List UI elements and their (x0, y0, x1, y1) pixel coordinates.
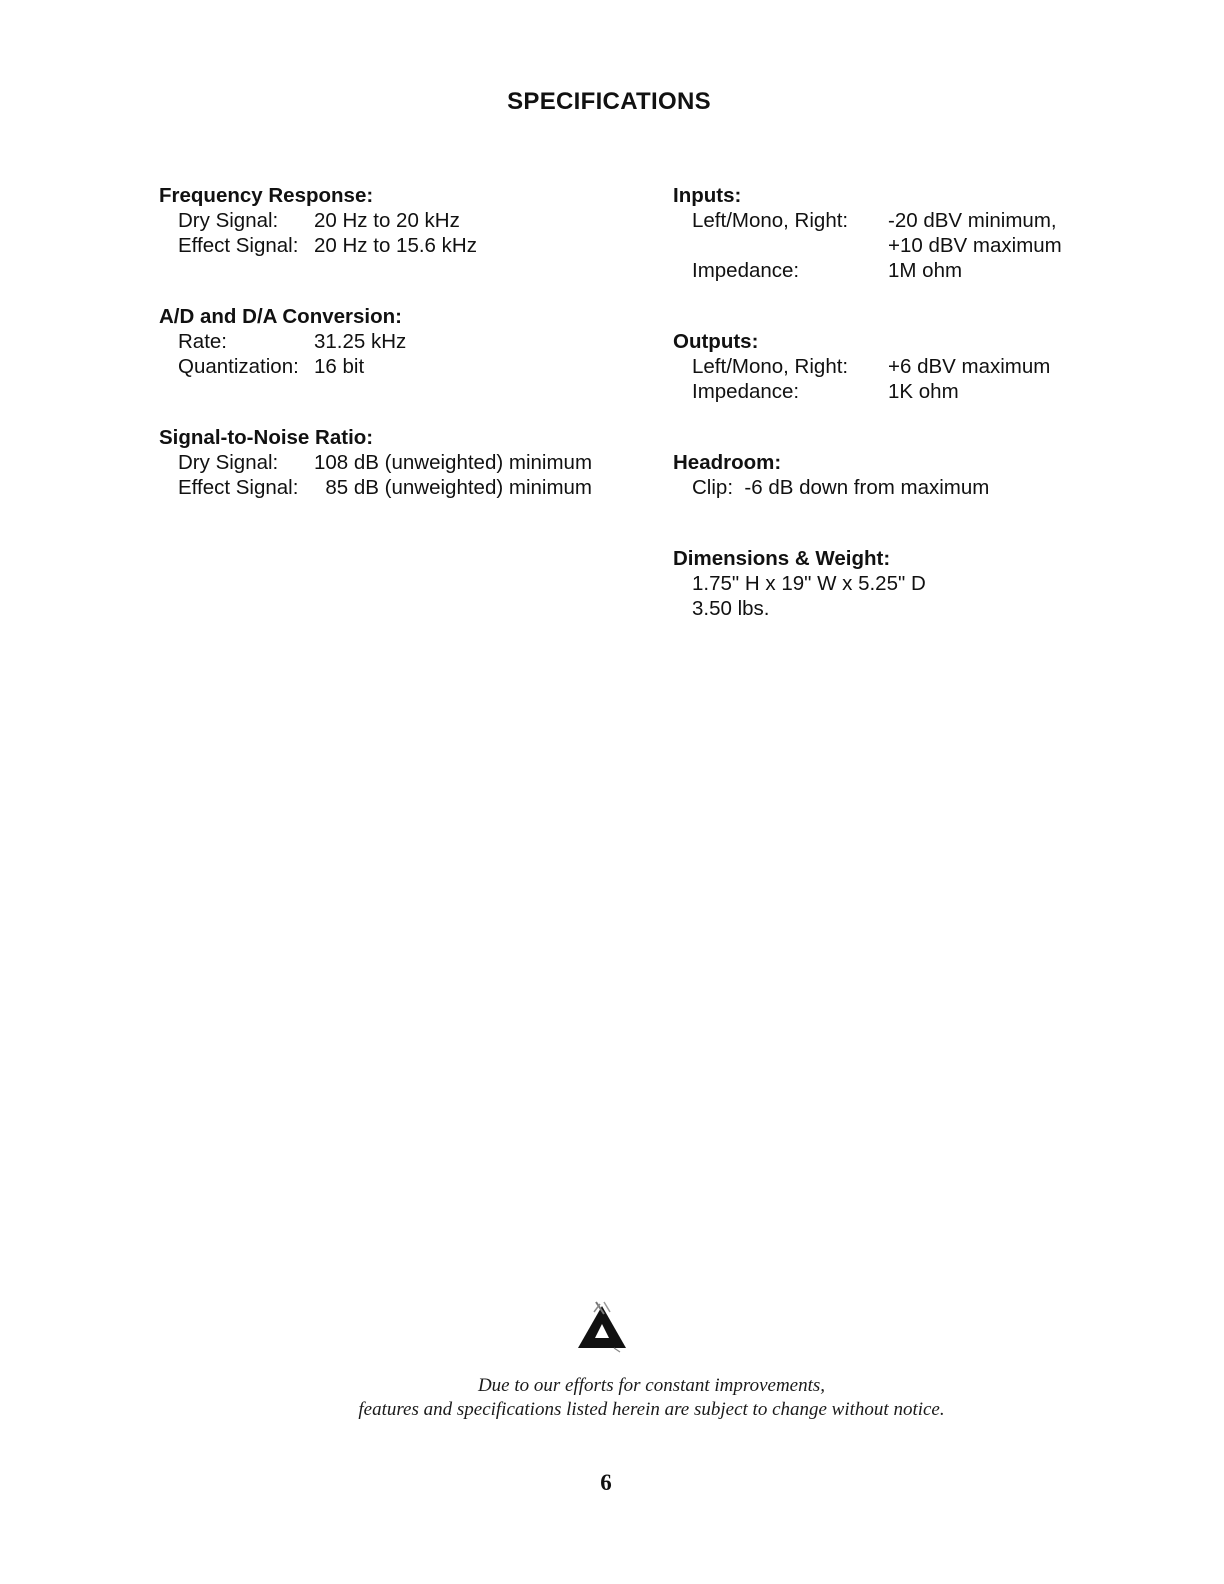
snr-section (159, 425, 639, 500)
spec-line: Clip: -6 dB down from maximum (692, 476, 990, 499)
spec-label: Quantization: (178, 355, 299, 378)
triangle-logo-icon (574, 1300, 630, 1354)
headroom-section (673, 450, 1123, 500)
section-heading: Frequency Response: (159, 184, 374, 207)
left-column (159, 183, 639, 500)
section-heading: A/D and D/A Conversion: (159, 305, 402, 328)
spec-row (159, 475, 639, 500)
section-heading: Headroom: (673, 451, 782, 474)
section-heading: Dimensions & Weight: (673, 547, 891, 570)
section-heading: Signal-to-Noise Ratio: (159, 426, 374, 449)
spec-label: Dry Signal: (178, 451, 279, 474)
spec-row (159, 450, 639, 475)
dimensions-section (673, 546, 1123, 621)
spec-label: Impedance: (692, 380, 800, 403)
page-title: SPECIFICATIONS (507, 88, 711, 115)
inputs-section (673, 183, 1123, 283)
spec-value: 1M ohm (888, 259, 963, 282)
spec-row (159, 329, 639, 354)
spec-row (673, 354, 1123, 379)
frequency-response-section (159, 183, 639, 258)
outputs-section (673, 329, 1123, 404)
spec-line: 3.50 lbs. (692, 597, 770, 620)
spec-value: -20 dBV minimum, (888, 209, 1057, 232)
spec-value: 16 bit (314, 355, 365, 378)
spec-row (673, 233, 1123, 258)
page-number: 6 (600, 1470, 612, 1495)
spec-row (159, 354, 639, 379)
spec-label: Dry Signal: (178, 209, 279, 232)
spec-value: 31.25 kHz (314, 330, 407, 353)
spec-value: 20 Hz to 20 kHz (314, 209, 460, 232)
spec-label: Left/Mono, Right: (692, 209, 849, 232)
spec-row (673, 208, 1123, 233)
spec-line: 1.75" H x 19" W x 5.25" D (692, 572, 926, 595)
right-column (673, 183, 1123, 621)
spec-label: Left/Mono, Right: (692, 355, 849, 378)
spec-value: +10 dBV maximum (888, 234, 1062, 257)
spec-row (673, 379, 1123, 404)
spec-label: Effect Signal: (178, 234, 299, 257)
spec-value: +6 dBV maximum (888, 355, 1051, 378)
spec-value: 108 dB (unweighted) minimum (314, 451, 593, 474)
spec-label (673, 233, 888, 258)
spec-label: Rate: (178, 330, 227, 353)
spec-row (159, 233, 639, 258)
section-heading: Inputs: (673, 184, 742, 207)
footer-line: features and specifications listed herein are subject to change without notice. (358, 1399, 945, 1420)
spec-row (673, 258, 1123, 283)
spec-label: Impedance: (692, 259, 800, 282)
spec-value: 20 Hz to 15.6 kHz (314, 234, 477, 257)
spec-label: Effect Signal: (178, 476, 299, 499)
section-heading: Outputs: (673, 330, 759, 353)
footer-note (0, 1374, 1224, 1422)
spec-value: 1K ohm (888, 380, 959, 403)
conversion-section (159, 304, 639, 379)
spec-value: 85 dB (unweighted) minimum (314, 476, 593, 499)
spec-row (159, 208, 639, 233)
footer-line: Due to our efforts for constant improvements, (477, 1375, 826, 1396)
